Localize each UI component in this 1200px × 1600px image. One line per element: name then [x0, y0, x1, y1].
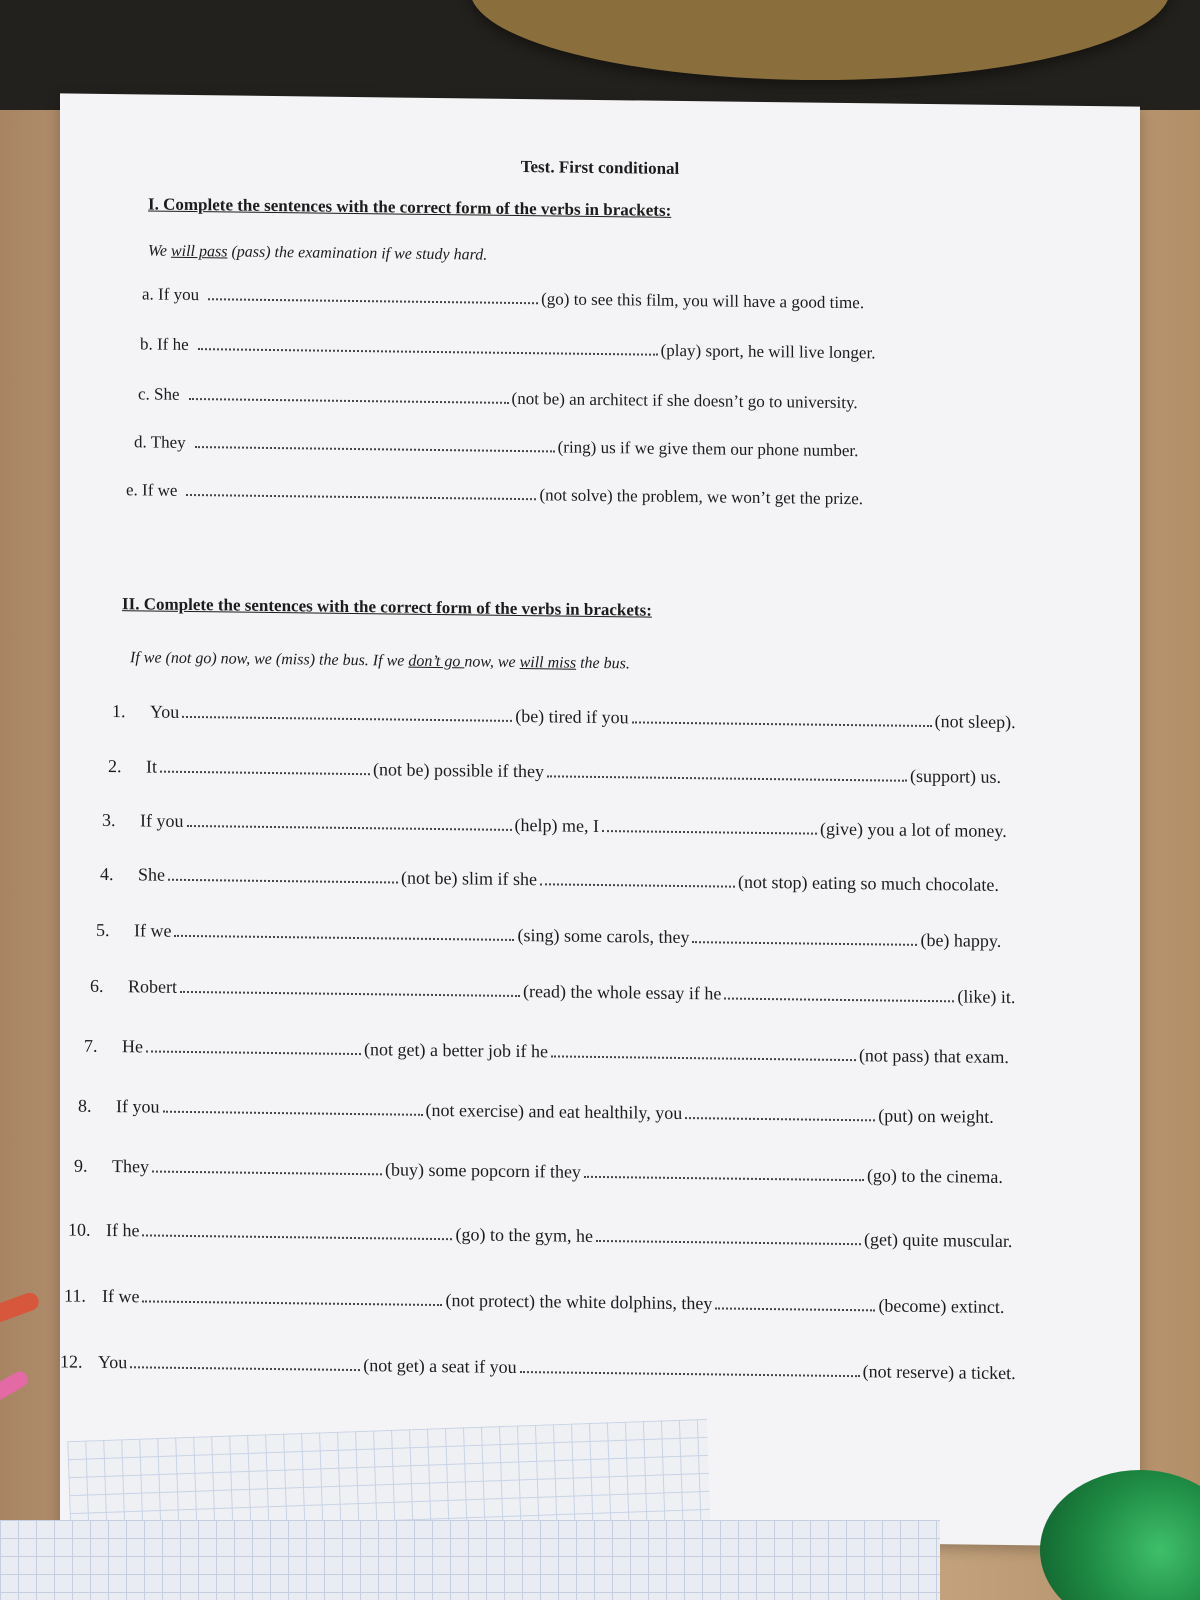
- section1-item: [140, 332, 875, 363]
- item-end: (go) to the cinema.: [866, 1165, 1003, 1188]
- example2-text3: the bus.: [576, 654, 630, 673]
- example-answer: will pass: [170, 242, 228, 261]
- section2-item: [84, 1034, 1009, 1068]
- example2-answer2: will miss: [519, 654, 577, 672]
- item-middle: (buy) some popcorn if they: [384, 1159, 581, 1182]
- answer-blank[interactable]: [520, 1355, 860, 1377]
- section2-example: [130, 649, 630, 673]
- section2-item: [102, 808, 1007, 842]
- item-end: (be) happy.: [920, 930, 1002, 952]
- answer-blank[interactable]: [168, 863, 398, 884]
- item-end: (like) it.: [957, 986, 1016, 1008]
- section1-item: [142, 282, 864, 313]
- answer-blank[interactable]: [130, 1350, 360, 1371]
- worksheet-content: [60, 93, 1140, 1546]
- item-lead: It: [146, 756, 157, 777]
- item-number: 8.: [78, 1095, 92, 1116]
- answer-blank[interactable]: [715, 1291, 875, 1311]
- item-text: (go) to see this film, you will have a good time.: [541, 289, 865, 313]
- item-label: e. If we: [126, 480, 178, 501]
- item-number: 4.: [100, 864, 114, 885]
- section2-item: [64, 1283, 1004, 1318]
- answer-blank[interactable]: [208, 283, 538, 304]
- item-lead: If he: [106, 1220, 140, 1241]
- item-lead: She: [138, 864, 165, 885]
- item-lead: Robert: [128, 976, 177, 998]
- item-number: 9.: [74, 1155, 88, 1176]
- section1-item: [126, 478, 863, 509]
- item-label: d. They: [134, 432, 186, 453]
- item-end: (not reserve) a ticket.: [862, 1361, 1016, 1384]
- section2-item: [60, 1349, 1016, 1384]
- worksheet-paper: [60, 93, 1140, 1546]
- answer-blank[interactable]: [180, 975, 520, 997]
- item-middle: (go) to the gym, he: [455, 1224, 593, 1247]
- item-middle: (sing) some carols, they: [517, 925, 690, 948]
- item-number: 1.: [112, 701, 126, 722]
- answer-blank[interactable]: [187, 809, 512, 831]
- item-lead: You: [150, 701, 180, 723]
- item-end: (not sleep).: [934, 711, 1016, 733]
- item-middle: (be) tired if you: [515, 706, 629, 728]
- item-text: (play) sport, he will live longer.: [660, 341, 876, 363]
- section2-item: [100, 862, 999, 896]
- item-middle: (help) me, I: [514, 815, 599, 837]
- answer-blank[interactable]: [540, 867, 735, 888]
- item-number: 5.: [96, 920, 110, 941]
- item-number: 2.: [108, 756, 122, 777]
- item-lead: You: [98, 1352, 128, 1373]
- item-label: a. If you: [142, 284, 200, 305]
- answer-blank[interactable]: [547, 759, 907, 782]
- section2-item: [68, 1218, 1012, 1253]
- item-end: (put) on weight.: [878, 1105, 994, 1127]
- example-pre: We: [148, 242, 171, 260]
- item-end: (become) extinct.: [878, 1295, 1005, 1318]
- answer-blank[interactable]: [596, 1224, 861, 1245]
- section2-item: [108, 754, 1001, 788]
- item-end: (not pass) that exam.: [858, 1045, 1009, 1068]
- answer-blank[interactable]: [174, 919, 514, 941]
- item-number: 10.: [68, 1219, 91, 1240]
- section2-item: [112, 699, 1016, 733]
- section2-item: [90, 974, 1015, 1008]
- item-number: 3.: [102, 810, 116, 831]
- example2-text2: now, we: [464, 653, 520, 672]
- answer-blank[interactable]: [198, 333, 658, 356]
- answer-blank[interactable]: [186, 479, 536, 501]
- item-end: (get) quite muscular.: [863, 1229, 1013, 1252]
- item-text: (ring) us if we give them our phone number.: [557, 437, 859, 461]
- item-lead: They: [112, 1156, 149, 1177]
- section2-item: [78, 1094, 994, 1128]
- section1-example: [148, 242, 487, 264]
- item-end: (give) you a lot of money.: [819, 818, 1007, 842]
- section1-item: [134, 430, 858, 461]
- answer-blank[interactable]: [163, 1095, 423, 1116]
- item-middle: (not exercise) and eat healthily, you: [425, 1100, 683, 1124]
- worksheet-title: Test. First conditional: [520, 157, 680, 178]
- item-label: b. If he: [140, 334, 189, 355]
- item-end: (support) us.: [909, 765, 1001, 788]
- item-end: (not stop) eating so much chocolate.: [737, 871, 999, 896]
- item-middle: (not protect) the white dolphins, they: [445, 1290, 713, 1314]
- item-middle: (read) the whole essay if he: [523, 981, 722, 1004]
- item-number: 6.: [90, 975, 104, 997]
- item-label: c. She: [138, 384, 180, 405]
- answer-blank[interactable]: [182, 700, 512, 722]
- answer-blank[interactable]: [195, 431, 555, 453]
- item-middle: (not get) a better job if he: [364, 1039, 548, 1062]
- item-number: 11.: [64, 1285, 86, 1306]
- item-lead: He: [122, 1036, 143, 1057]
- item-lead: If you: [116, 1096, 160, 1117]
- answer-blank[interactable]: [551, 1039, 856, 1061]
- answer-blank[interactable]: [584, 1160, 864, 1182]
- item-middle: (not get) a seat if you: [363, 1355, 517, 1378]
- answer-blank[interactable]: [602, 814, 817, 835]
- answer-blank[interactable]: [146, 1034, 361, 1055]
- item-middle: (not be) possible if they: [373, 759, 544, 782]
- section1-heading: I. Complete the sentences with the correct form of the verbs in brackets:: [148, 194, 672, 220]
- item-number: 12.: [60, 1351, 83, 1372]
- grid-notebook-bottom: [0, 1520, 940, 1600]
- example2-text1: If we (not go) now, we (miss) the bus. If we: [130, 649, 409, 670]
- answer-blank[interactable]: [142, 1284, 442, 1306]
- section2-item: [74, 1154, 1003, 1189]
- item-lead: If we: [102, 1286, 140, 1307]
- answer-blank[interactable]: [142, 1218, 452, 1240]
- item-lead: If we: [134, 920, 172, 941]
- item-text: (not be) an architect if she doesn’t go to university.: [511, 389, 858, 413]
- section1-item: [138, 382, 858, 413]
- item-middle: (not be) slim if she: [401, 867, 537, 890]
- section2-item: [96, 918, 1001, 952]
- item-text: (not solve) the problem, we won’t get the prize.: [539, 485, 863, 509]
- section2-heading: II. Complete the sentences with the correct form of the verbs in brackets:: [122, 594, 652, 620]
- item-number: 7.: [84, 1035, 98, 1057]
- answer-blank[interactable]: [152, 1155, 382, 1176]
- answer-blank[interactable]: [189, 383, 509, 404]
- answer-blank[interactable]: [685, 1101, 875, 1122]
- example2-answer1: don’t go: [408, 652, 465, 671]
- answer-blank[interactable]: [160, 755, 370, 776]
- example-post: (pass) the examination if we study hard.: [227, 243, 488, 264]
- answer-blank[interactable]: [724, 982, 954, 1003]
- item-lead: If you: [140, 810, 184, 832]
- answer-blank[interactable]: [632, 705, 932, 727]
- answer-blank[interactable]: [692, 925, 917, 946]
